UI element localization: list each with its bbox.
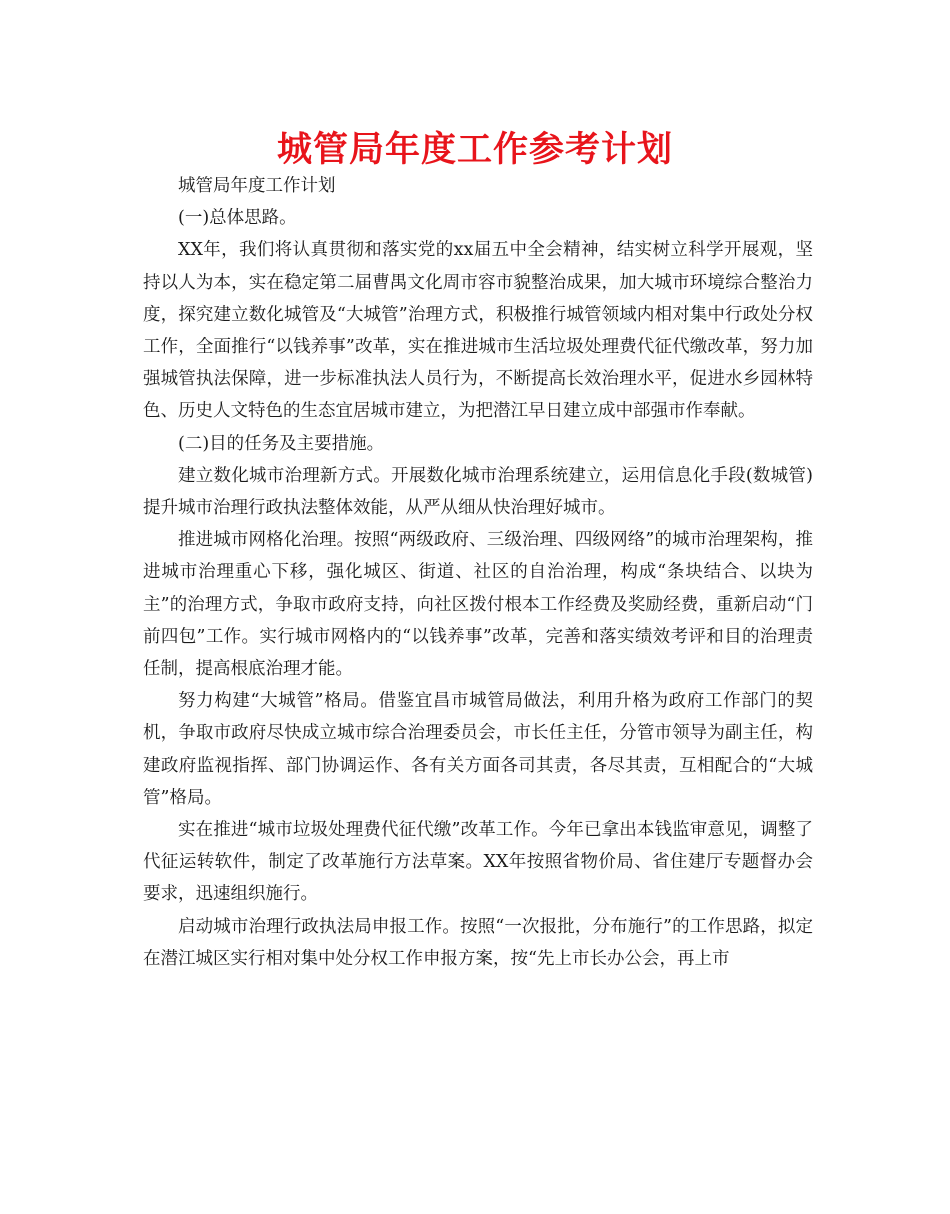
paragraph-grid-management: 推进城市网格化治理。按照“两级政府、三级治理、四级网络”的城市治理架构，推进城市治理重心下移，强化城区、街道、社区的自治治理，构成“条块结合、以块为主”的治理方式，争取市政府支持，向社区拨付根本工作经费及奖励经费，重新启动“门前四包”工作。实行城市网格内的“以钱养事”改革，完善和落实绩效考评和目的治理责任制，提高根底治理才能。 (143, 530, 813, 680)
document-body (143, 170, 813, 975)
paragraph-enforcement-bureau-application: 启动城市治理行政执法局申报工作。按照“一次报批，分布施行”的工作思路，拟定在潜江城区实行相对集中处分权工作申报方案，按“先上市长办公会，再上市 (143, 916, 813, 969)
paragraph-heading-tasks-measures: (二)目的任务及主要措施。 (178, 433, 385, 454)
paragraph-subtitle: 城管局年度工作计划 (178, 176, 336, 196)
document-title: 城管局年度工作参考计划 (276, 130, 673, 170)
paragraph-big-city-management: 努力构建“大城管”格局。借鉴宜昌市城管局做法，利用升格为政府工作部门的契机，争取市政府尽快成立城市综合治理委员会，市长任主任，分管市领导为副主任，构建政府监视指挥、部门协调运作、各有关方面各司其责，各尽其责，互相配合的“大城管”格局。 (143, 691, 813, 808)
paragraph-garbage-fee-reform: 实在推进“城市垃圾处理费代征代缴”改革工作。今年已拿出本钱监审意见，调整了代征运转软件，制定了改革施行方法草案。XX年按照省物价局、省住建厅专题督办会要求，迅速组织施行。 (143, 820, 813, 905)
paragraph-heading-overall-approach: (一)总体思路。 (178, 208, 297, 229)
paragraph-overall-approach: XX年，我们将认真贯彻和落实党的xx届五中全会精神，结实树立科学开展观，坚持以人为本，实在稳定第二届曹禺文化周市容市貌整治成果，加大城市环境综合整治力度，探究建立数化城管及“大城管”治理方式，积极推行城管领域内相对集中行政处分权工作，全面推行“以钱养事”改革，实在推进城市生活垃圾处理费代征代缴改革，努力加强城管执法保障，进一步标准执法人员行为，不断提高长效治理水平，促进水乡园林特色、历史人文特色的生态宜居城市建立，为把潜江早日建立成中部强市作奉献。 (143, 240, 813, 422)
paragraph-digital-management: 建立数化城市治理新方式。开展数化城市治理系统建立，运用信息化手段(数城管)提升城市治理行政执法整体效能，从严从细从快治理好城市。 (143, 465, 813, 519)
